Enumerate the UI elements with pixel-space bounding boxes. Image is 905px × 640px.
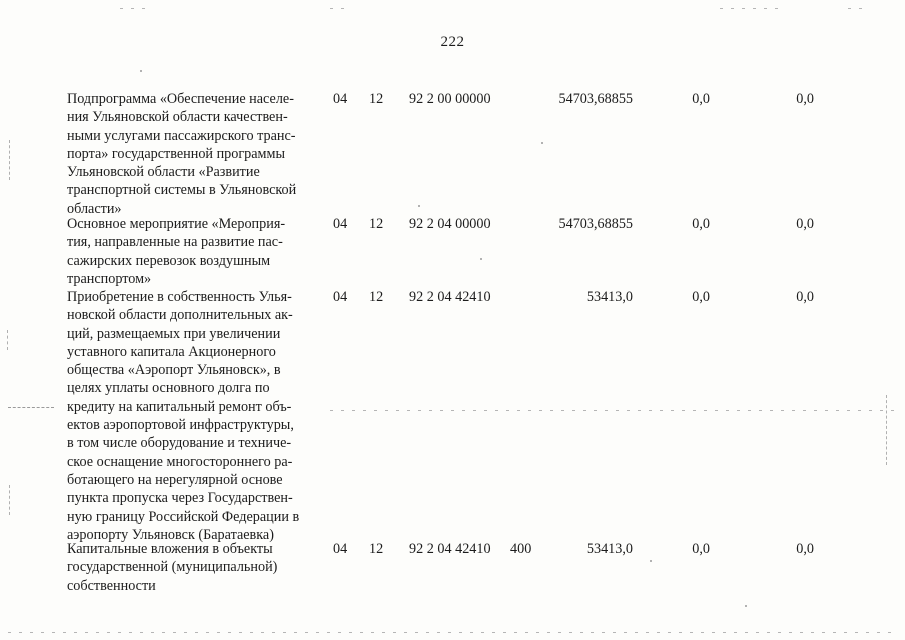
amount-year-2: 0,0 <box>692 91 710 107</box>
description-line: Приобретение в собственность Улья- <box>67 289 292 305</box>
scan-artifact <box>9 485 10 515</box>
row-description <box>67 540 316 595</box>
description-line: аэропорту Ульяновск (Баратаевка) <box>67 526 274 543</box>
section-code: 04 <box>333 541 348 557</box>
amount-year-2: 0,0 <box>692 541 710 557</box>
description-line: сажирских перевозок воздушным <box>67 252 271 269</box>
amount-year-1: 54703,68855 <box>558 216 633 232</box>
subsection-code: 12 <box>369 216 384 232</box>
section-code: 04 <box>333 216 348 232</box>
scan-artifact <box>541 142 543 144</box>
description-line: пункта пропуска через Государствен- <box>67 490 293 507</box>
scan-artifact <box>8 632 893 633</box>
scan-artifact <box>9 140 10 180</box>
target-article-code: 92 2 04 42410 <box>409 289 491 305</box>
description-line: области» <box>67 200 122 217</box>
scan-artifact <box>140 70 142 72</box>
scan-artifact <box>745 605 747 607</box>
target-article-code: 92 2 04 42410 <box>409 541 491 557</box>
target-article-code: 92 2 00 00000 <box>409 91 491 107</box>
description-line: целях уплаты основного долга по <box>67 380 270 397</box>
description-line: ций, размещаемых при увеличении <box>67 325 281 342</box>
description-line: Основное мероприятие «Мероприя- <box>67 216 286 232</box>
description-line: Ульяновской области «Развитие <box>67 164 260 181</box>
page-number: 222 <box>440 34 465 50</box>
description-line: транспортом» <box>67 270 152 287</box>
description-line: ектов аэропортовой инфраструктуры, <box>67 417 294 434</box>
scan-artifact <box>848 8 870 9</box>
description-line: общества «Аэропорт Ульяновск», в <box>67 362 281 379</box>
scan-artifact <box>650 560 652 562</box>
description-line: уставного капитала Акционерного <box>67 343 276 360</box>
amount-year-2: 0,0 <box>692 289 710 305</box>
description-line: Капитальные вложения в объекты <box>67 541 273 557</box>
scan-artifact <box>120 8 150 9</box>
amount-year-2: 0,0 <box>692 216 710 232</box>
description-line: кредиту на капитальный ремонт объ- <box>67 398 292 415</box>
description-line: транспортной системы в Ульяновской <box>67 182 297 199</box>
amount-year-1: 53413,0 <box>586 289 633 305</box>
description-line: государственной (муниципальной) <box>67 559 278 576</box>
description-line: собственности <box>67 577 156 594</box>
target-article-code: 92 2 04 00000 <box>409 216 491 232</box>
subsection-code: 12 <box>369 91 384 107</box>
description-line: Подпрограмма «Обеспечение населе- <box>67 91 294 107</box>
description-line: порта» государственной программы <box>67 145 286 162</box>
scan-artifact <box>418 205 420 207</box>
scan-artifact <box>720 8 780 9</box>
description-line: в том числе оборудование и техниче- <box>67 435 292 452</box>
expense-type-code: 400 <box>510 541 532 557</box>
description-line: ную границу Российской Федерации в <box>67 508 300 525</box>
description-line: тия, направленные на развитие пас- <box>67 234 283 251</box>
row-description <box>67 90 316 218</box>
description-line: ское оснащение многостороннего ра- <box>67 453 293 470</box>
amount-year-3: 0,0 <box>796 216 814 232</box>
subsection-code: 12 <box>369 289 384 305</box>
amount-year-3: 0,0 <box>796 541 814 557</box>
section-code: 04 <box>333 289 348 305</box>
scan-artifact <box>886 395 887 465</box>
description-line: новской области дополнительных ак- <box>67 307 293 324</box>
amount-year-3: 0,0 <box>796 289 814 305</box>
amount-year-3: 0,0 <box>796 91 814 107</box>
scan-artifact <box>330 410 895 411</box>
subsection-code: 12 <box>369 541 384 557</box>
scan-artifact <box>330 8 348 9</box>
scan-artifact <box>8 407 54 408</box>
row-description <box>67 215 316 288</box>
description-line: ботающего на нерегулярной основе <box>67 471 283 488</box>
amount-year-1: 53413,0 <box>586 541 633 557</box>
section-code: 04 <box>333 91 348 107</box>
amount-year-1: 54703,68855 <box>558 91 633 107</box>
scan-artifact <box>7 330 8 350</box>
scan-artifact <box>480 258 482 260</box>
description-line: ния Ульяновской области качествен- <box>67 109 288 126</box>
description-line: ными услугами пассажирского транс- <box>67 127 296 144</box>
row-description <box>67 288 316 544</box>
